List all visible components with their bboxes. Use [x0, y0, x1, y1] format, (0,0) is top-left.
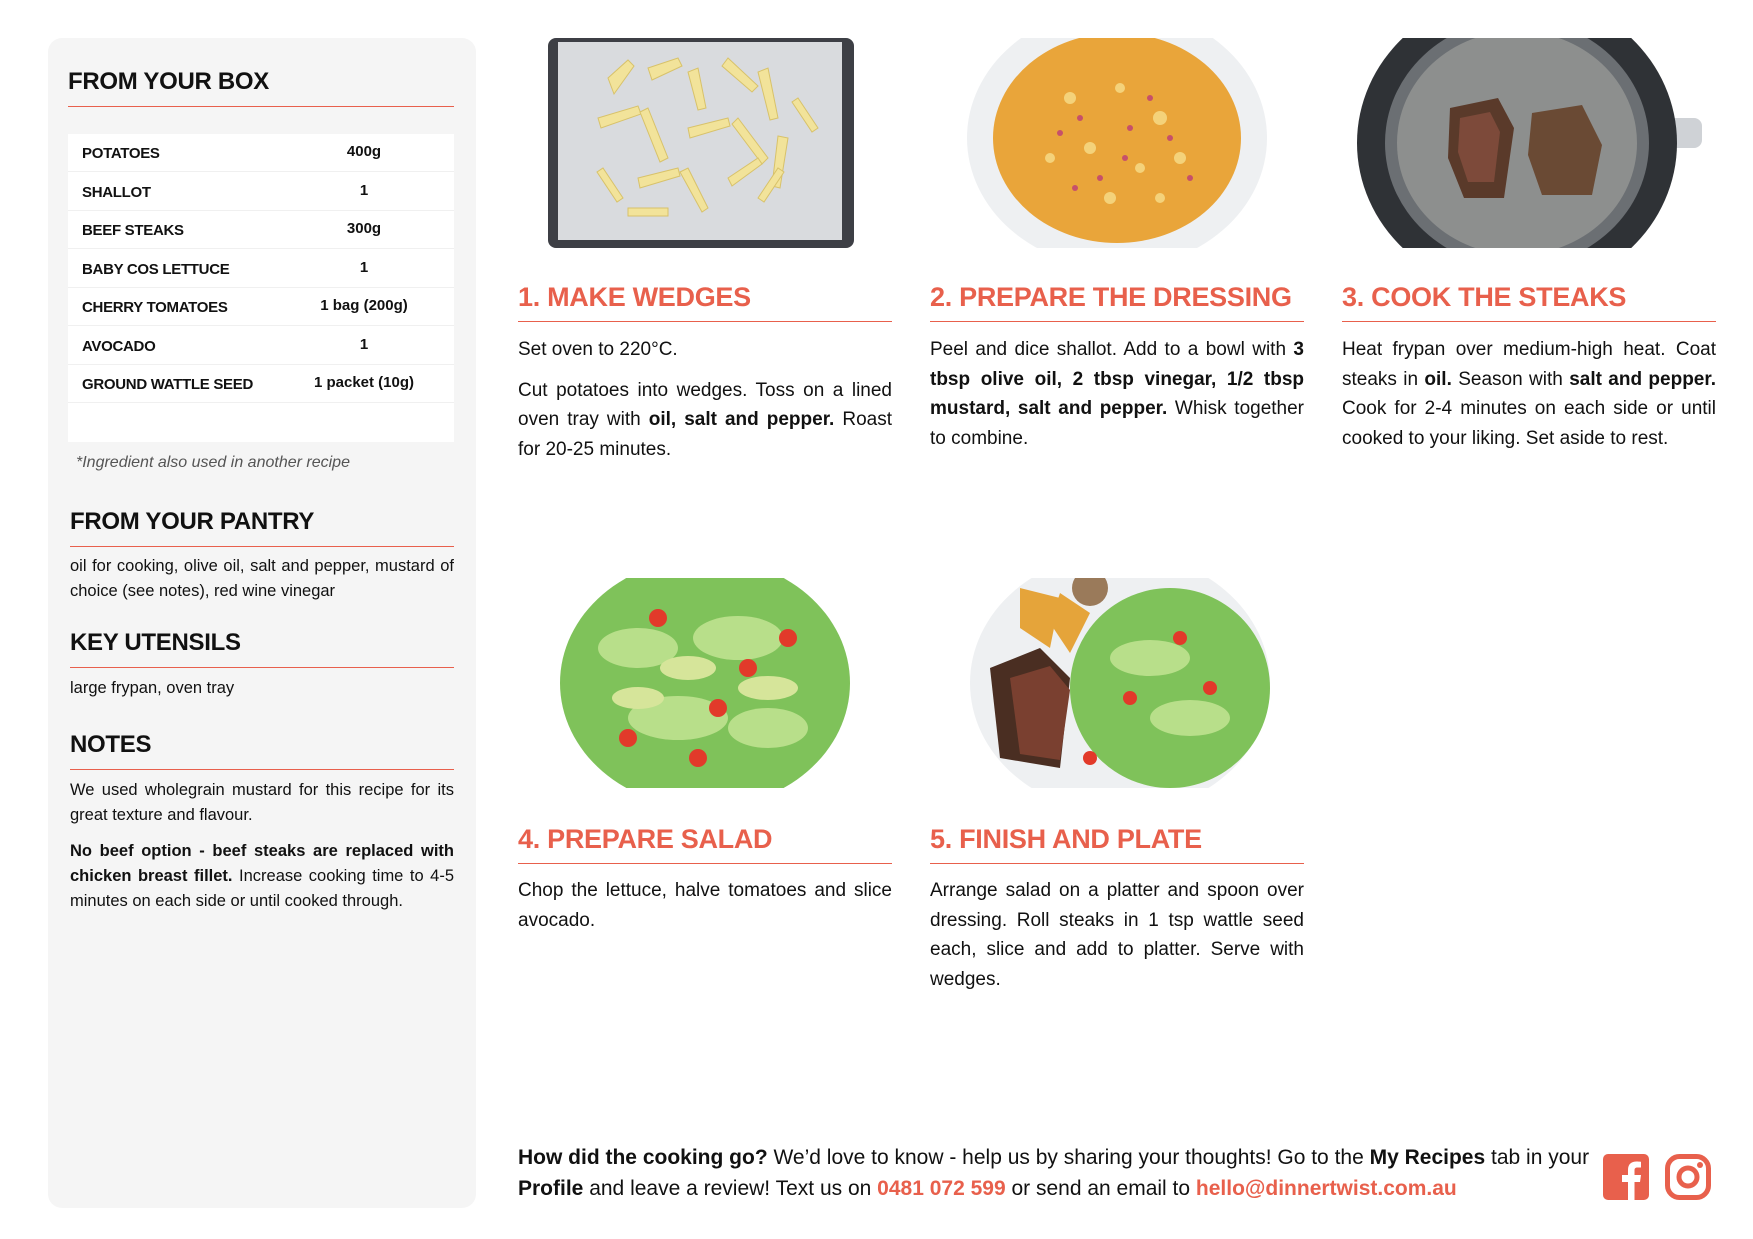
feedback-footer [518, 1142, 1598, 1204]
ingredient-name: BABY COS LETTUCE [82, 260, 230, 278]
utensils-heading: KEY UTENSILS [70, 629, 454, 668]
step-bold: salt and pepper. [1569, 368, 1716, 390]
step-title: 3. COOK THE STEAKS [1342, 282, 1716, 322]
ingredient-qty: 1 bag (200g) [320, 297, 408, 314]
step-paragraph: Chop the lettuce, halve tomatoes and slice avocado. [518, 880, 892, 931]
notes-heading: NOTES [70, 731, 454, 770]
salad-photo [518, 578, 892, 788]
ingredient-name: GROUND WATTLE SEED [82, 376, 253, 393]
step-bold: oil. [1424, 368, 1452, 390]
ingredients-sidebar [48, 38, 476, 1208]
ingredient-qty: 1 [359, 258, 369, 276]
ingredient-note: *Ingredient also used in another recipe [76, 454, 350, 471]
pantry-text: oil for cooking, olive oil, salt and pepper, mustard of choice (see notes), red wine vinegar [70, 557, 454, 600]
notes-rest: Increase cooking time to 4-5 minutes on each side or until cooked through. [70, 867, 454, 910]
wedges-photo [518, 38, 892, 248]
utensils-text: large frypan, oven tray [70, 679, 235, 697]
phone-link[interactable]: 0481 072 599 [877, 1177, 1006, 1200]
table-row [68, 134, 454, 172]
table-row [68, 211, 454, 249]
step-body [518, 335, 892, 464]
step-paragraph: Set oven to 220°C. [518, 339, 678, 360]
plated-photo [930, 578, 1304, 788]
footer-text: tab in your [1485, 1146, 1590, 1169]
ingredient-qty: 1 packet (10g) [313, 374, 415, 391]
table-row [68, 365, 454, 403]
table-row [68, 327, 454, 365]
footer-question: How did the cooking go? [518, 1146, 768, 1169]
step-title: 2. PREPARE THE DRESSING [930, 282, 1304, 322]
step-text: Cook for 2-4 minutes on each side or until cooked to your liking. Set aside to rest. [1342, 398, 1716, 449]
email-link[interactable]: hello@dinnertwist.com.au [1195, 1177, 1457, 1200]
table-row [68, 250, 454, 288]
step-paragraph [518, 376, 892, 465]
step-body [930, 335, 1304, 453]
profile-label: Profile [518, 1177, 584, 1200]
step-body [930, 876, 1304, 994]
ingredient-qty: 300g [346, 220, 382, 237]
ingredient-qty: 1 [359, 335, 369, 353]
step-text: Peel and dice shallot. Add to a bowl with [930, 339, 1294, 360]
ingredients-table [68, 134, 454, 442]
ingredient-qty: 400g [346, 143, 382, 160]
step-paragraph: Arrange salad on a platter and spoon over dressing. Roll steaks in 1 tsp wattle seed each, slice and add to platter. Serve with wedges. [930, 880, 1304, 990]
ingredient-name: SHALLOT [82, 183, 151, 201]
ingredient-qty: 1 [359, 181, 369, 199]
footer-text: or send an email to [1005, 1177, 1196, 1200]
table-row [68, 288, 454, 326]
ingredient-name: AVOCADO [82, 337, 156, 355]
step-bold: 3 tbsp olive oil, 2 tbsp vinegar, 1/2 tbsp mustard, salt and pepper. [930, 339, 1304, 419]
ingredient-name: BEEF STEAKS [82, 222, 184, 239]
my-recipes-label: My Recipes [1369, 1146, 1486, 1169]
step-text: Heat frypan over medium-high heat. Coat steaks in [1342, 339, 1716, 390]
step-title: 1. MAKE WEDGES [518, 282, 892, 322]
step-title: 4. PREPARE SALAD [518, 824, 892, 864]
ingredient-name: POTATOES [82, 145, 160, 162]
box-heading: FROM YOUR BOX [68, 68, 454, 107]
pantry-heading: FROM YOUR PANTRY [70, 508, 454, 547]
table-row [68, 173, 454, 211]
ingredient-name: CHERRY TOMATOES [82, 299, 228, 316]
notes-paragraph: We used wholegrain mustard for this recipe for its great texture and flavour. [70, 781, 454, 824]
step-bold: oil, salt and pepper. [648, 409, 835, 430]
step-body [1342, 335, 1716, 453]
step-text: Cut potatoes into wedges. Toss on a lined oven tray with [518, 379, 892, 430]
notes-bold: No beef option - beef steaks are replaced with chicken breast fillet. [70, 842, 454, 885]
notes-paragraph [70, 839, 454, 914]
dressing-photo [930, 38, 1304, 248]
step-text: Season with [1451, 368, 1570, 390]
facebook-icon[interactable] [1603, 1154, 1649, 1200]
step-paragraph [1342, 335, 1716, 453]
instagram-icon[interactable] [1665, 1154, 1711, 1200]
steaks-photo [1342, 38, 1716, 248]
step-title: 5. FINISH AND PLATE [930, 824, 1304, 864]
step-paragraph [930, 335, 1304, 453]
footer-text: and leave a review! Text us on [583, 1177, 878, 1200]
footer-text: We’d love to know - help us by sharing your thoughts! Go to the [767, 1146, 1370, 1169]
step-body [518, 876, 892, 935]
notes-text [70, 778, 454, 914]
step-text: Whisk together to combine. [930, 398, 1305, 449]
step-text: Roast for 20-25 minutes. [518, 409, 892, 460]
